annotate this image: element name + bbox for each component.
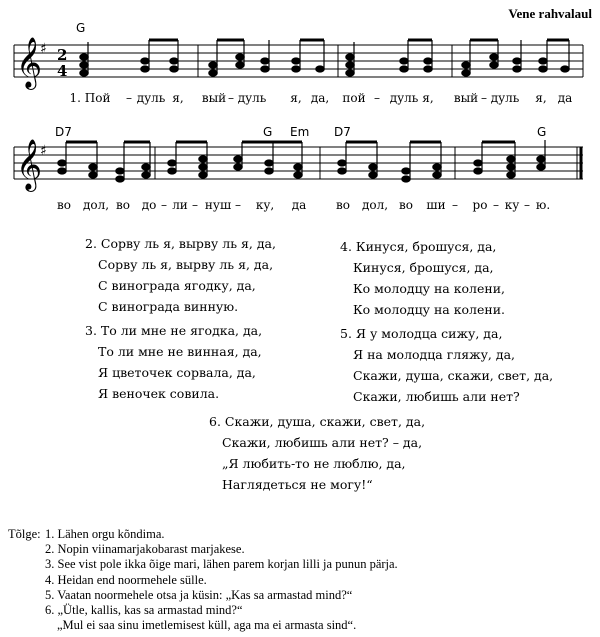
verse-line: Кинуся, брошуся, да, <box>353 260 494 275</box>
lyric-syllable: да <box>291 198 307 212</box>
key-signature-sharp: ♯ <box>40 143 47 159</box>
note-chord <box>80 42 88 76</box>
lyric-syllable: да, <box>310 91 330 105</box>
note-chord <box>402 142 410 182</box>
lyric-syllable: ши <box>426 198 446 212</box>
verse-line: 6. Скажи, душа, скажи, свет, да, <box>209 414 426 429</box>
verse-line: 4. Кинуся, брошуся, да, <box>340 239 497 254</box>
lyric-syllable: пой <box>342 91 366 105</box>
verse-4 <box>340 236 505 320</box>
time-signature-bottom: 4 <box>57 62 68 80</box>
lyric-hyphen: – <box>481 91 487 105</box>
lyric-syllable: ро <box>472 198 488 212</box>
lyric-syllable: вый <box>453 91 479 105</box>
verse-line: 5. Я у молодца сижу, да, <box>340 326 503 341</box>
lyric-hyphen: – <box>235 198 241 212</box>
chord-symbol: G <box>76 21 86 35</box>
verse-line: Ко молодцу на колени, <box>353 281 506 296</box>
lyric-syllable: дуль <box>237 91 267 105</box>
verse-line: Сорву ль я, вырву ль я, да, <box>98 257 274 272</box>
treble-clef: 𝄞 <box>16 139 43 190</box>
verse-line: Я цветочек сорвала, да, <box>98 365 256 380</box>
lyric-hyphen: – <box>192 198 198 212</box>
note-chord <box>234 142 242 170</box>
chord-symbol: G <box>263 125 273 139</box>
note-chord <box>116 142 124 182</box>
lyric-syllable: ку <box>504 198 520 212</box>
verse-line: „Я любить-то не люблю, да, <box>222 456 406 471</box>
lyric-syllable: во <box>399 198 413 212</box>
lyric-hyphen: – <box>126 91 132 105</box>
translation-line: 1. Lähen orgu kõndima. <box>45 527 165 541</box>
lyric-syllable: я, <box>535 91 547 105</box>
attribution: Vene rahvalaul <box>508 6 592 21</box>
translation-line: 4. Heidan end noormehele sülle. <box>45 572 207 587</box>
verse-line: Наглядеться не могу!“ <box>222 477 373 492</box>
verse-line: Ко молодцу на колени. <box>353 302 506 317</box>
lyric-syllable: во <box>336 198 350 212</box>
verse-5 <box>340 323 553 407</box>
lyric-hyphen: – <box>161 198 167 212</box>
music-staff-1 <box>0 18 600 98</box>
lyrics-line-2 <box>0 198 600 216</box>
translation-line: „Mul ei saa sinu imetlemisest küll, aga ma ei armasta sind“. <box>57 618 357 633</box>
lyric-syllable: дуль <box>389 91 419 105</box>
lyric-hyphen: – <box>452 198 458 212</box>
chord-symbol: D7 <box>334 125 351 139</box>
note-chord <box>236 40 244 68</box>
lyric-syllable: дуль <box>136 91 166 105</box>
lyric-syllable: дол, <box>82 198 110 212</box>
chord-symbol: G <box>537 125 547 139</box>
lyric-syllable: дол, <box>361 198 389 212</box>
lyric-syllable: да <box>557 91 573 105</box>
translation-line: 2. Nopin viinamarjakobarast marjakese. <box>45 542 245 557</box>
verse-3 <box>85 320 262 404</box>
lyric-hyphen: – <box>493 198 499 212</box>
chord-symbol: D7 <box>55 125 72 139</box>
lyrics-line-1 <box>0 91 600 109</box>
lyric-syllable: во <box>116 198 130 212</box>
verse-line: Я на молодца гляжу, да, <box>353 347 515 362</box>
lyric-syllable: я, <box>290 91 302 105</box>
music-staff-2 <box>0 125 600 205</box>
note-chord <box>346 42 354 76</box>
lyric-hyphen: – <box>374 91 380 105</box>
verse-2 <box>85 233 276 317</box>
chord-symbol: Em <box>290 125 310 139</box>
note-chord <box>490 40 498 68</box>
lyric-syllable: до <box>141 198 157 212</box>
time-signature-top: 2 <box>57 46 68 64</box>
verse-line: Я веночек совила. <box>98 386 220 401</box>
lyric-syllable: нуш <box>204 198 232 212</box>
lyric-syllable: ли <box>172 198 188 212</box>
translation-line: 6. „Ütle, kallis, kas sa armastad mind?“ <box>45 603 243 618</box>
lyric-syllable: во <box>57 198 71 212</box>
verse-line: Скажи, душа, скажи, свет, да, <box>353 368 554 383</box>
lyric-syllable: я, <box>172 91 184 105</box>
verse-line: 2. Сорву ль я, вырву ль я, да, <box>85 236 276 251</box>
translation <box>8 527 398 633</box>
key-signature-sharp: ♯ <box>40 41 47 57</box>
verse-line: 3. То ли мне не ягодка, да, <box>85 323 263 338</box>
lyric-syllable: вый <box>201 91 227 105</box>
verse-line: То ли мне не винная, да, <box>98 344 262 359</box>
lyric-syllable: ю. <box>535 198 551 212</box>
lyric-syllable: ку, <box>255 198 275 212</box>
treble-clef: 𝄞 <box>16 37 43 88</box>
lyric-syllable: я, <box>422 91 434 105</box>
translation-line: 3. See vist pole ikka õige mari, lähen parem korjan lilli ja punun pärja. <box>45 557 398 572</box>
verse-line: С винограда винную. <box>98 299 239 314</box>
lyric-syllable: дуль <box>490 91 520 105</box>
verse-line: Скажи, любишь али нет? <box>353 389 520 404</box>
verse-6 <box>209 411 425 495</box>
translation-line: 5. Vaatan noormehele otsa ja küsin: „Kas sa armastad mind?“ <box>45 587 353 602</box>
lyric-hyphen: – <box>524 198 530 212</box>
lyric-hyphen: – <box>228 91 234 105</box>
verse-line: С винограда ягодку, да, <box>98 278 256 293</box>
verse-line: Скажи, любишь али нет? – да, <box>222 435 423 450</box>
lyric-syllable: 1. Пой <box>69 91 111 105</box>
translation-label: Tõlge: <box>8 527 41 541</box>
